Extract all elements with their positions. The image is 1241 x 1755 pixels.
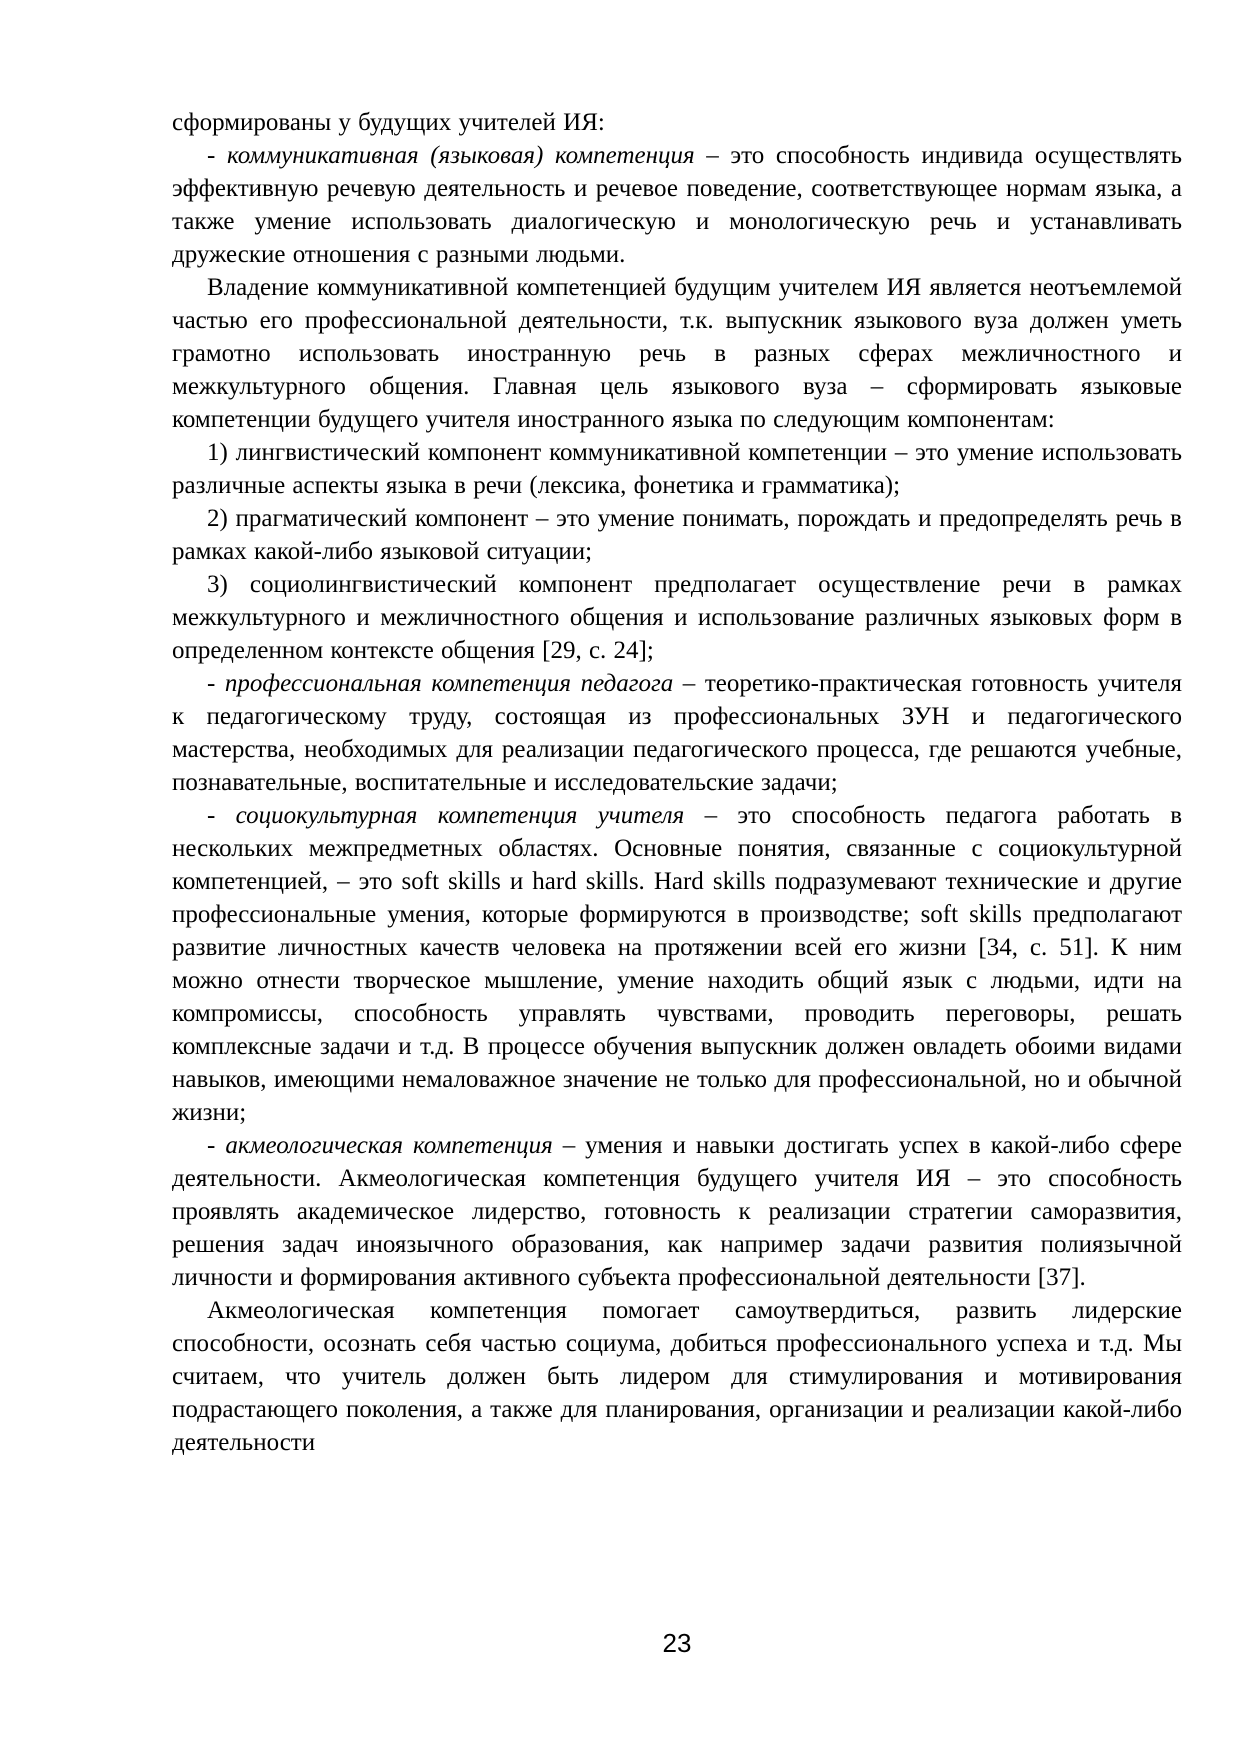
paragraph (172, 799, 1182, 1129)
page-number: 23 (662, 1628, 692, 1658)
text-segment: - (207, 142, 227, 169)
paragraph (172, 568, 1182, 667)
text-segment: - (207, 802, 236, 829)
italic-term: профессиональная компетенция педагога (224, 670, 674, 697)
paragraph (172, 502, 1182, 568)
italic-term: акмеологическая компетенция (225, 1132, 553, 1159)
text-segment: – это способность педагога работать в нескольких межпредметных областях. Основные понятия, связанные с социокультурной компетенцией, – это soft skills и hard skills. Hard skills подразумевают технические и другие профессиональные умения, которые формируются в производстве; soft skills предполагают развитие личностных качеств человека на протяжении всей его жизни [34, с. 51]. К ним можно отнести творческое мышление, умение находить общий язык с людьми, идти на компромиссы, способность управлять чувствами, проводить переговоры, решать комплексные задачи и т.д. В процессе обучения выпускник должен овладеть обоими видами навыков, имеющими немаловажное значение не только для профессиональной, но и обычной жизни; (172, 802, 1183, 1126)
text-segment: 3) социолингвистический компонент предполагает осуществление речи в рамках межкультурного и межличностного общения и использование различных языковых форм в определенном контексте общения [29, с. 24]; (172, 571, 1182, 664)
text-block (172, 106, 1182, 1459)
text-segment: – теоретико-практическая готовность учителя к педагогическому труду, состоящая из профессиональных ЗУН и педагогического мастерства, необходимых для реализации педагогического процесса, где решаются учебные, познавательные, воспитательные и исследовательские задачи; (172, 670, 1183, 796)
text-segment: Владение коммуникативной компетенцией будущим учителем ИЯ является неотъемлемой частью его профессиональной деятельности, т.к. выпускник языкового вуза должен уметь грамотно использовать иностранную речь в разных сферах межличностного и межкультурного общения. Главная цель языкового вуза – сформировать языковые компетенции будущего учителя иностранного языка по следующим компонентам: (172, 274, 1182, 433)
italic-term: коммуникативная (языковая) компетенция (226, 142, 695, 169)
italic-term: социокультурная компетенция учителя (235, 802, 685, 829)
paragraph (172, 271, 1182, 436)
text-segment: – умения и навыки достигать успех в какой-либо сфере деятельности. Акмеологическая компетенция будущего учителя ИЯ – это способность проявлять академическое лидерство, готовность к реализации стратегии саморазвития, решения задач иноязычного образования, как например задачи развития полиязычной личности и формирования активного субъекта профессиональной деятельности [37]. (172, 1132, 1183, 1291)
text-segment: 2) прагматический компонент – это умение понимать, порождать и предопределять речь в рамках какой-либо языковой ситуации; (172, 505, 1182, 565)
paragraph (172, 1294, 1182, 1459)
text-segment: Акмеологическая компетенция помогает самоутвердиться, развить лидерские способности, осознать себя частью социума, добиться профессионального успеха и т.д. Мы считаем, что учитель должен быть лидером для стимулирования и мотивирования подрастающего поколения, а также для планирования, организации и реализации какой-либо деятельности (172, 1297, 1182, 1456)
paragraph (172, 1129, 1182, 1294)
text-segment: сформированы у будущих учителей ИЯ: (172, 109, 605, 136)
text-segment: – это способность индивида осуществлять эффективную речевую деятельность и речевое поведение, соответствующее нормам языка, а также умение использовать диалогическую и монологическую речь и устанавливать дружеские отношения с разными людьми. (172, 142, 1182, 268)
text-segment: - (207, 1132, 226, 1159)
text-segment: 1) лингвистический компонент коммуникативной компетенции – это умение использовать различные аспекты языка в речи (лексика, фонетика и грамматика); (172, 439, 1182, 499)
paragraph (172, 667, 1182, 799)
text-segment: - (207, 670, 225, 697)
paragraph (172, 139, 1182, 271)
paragraph (172, 106, 1182, 139)
paragraph (172, 436, 1182, 502)
